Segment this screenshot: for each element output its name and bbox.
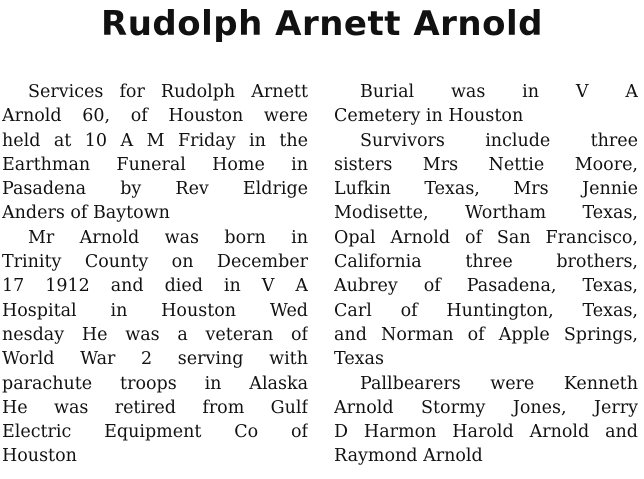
- paragraph-line: nesday He was a veteran of: [2, 324, 308, 345]
- paragraph-line: Earthman Funeral Home in: [2, 154, 308, 175]
- paragraph-line: D Harmon Harold Arnold and: [334, 422, 638, 443]
- paragraph-line: 17 1912 and died in V A: [2, 276, 308, 297]
- paragraph-line: He was retired from Gulf: [2, 397, 308, 418]
- paragraph-line: Opal Arnold of San Francisco,: [334, 227, 638, 248]
- paragraph-line: held at 10 A M Friday in the: [2, 130, 308, 151]
- paragraph-line: Lufkin Texas, Mrs Jennie: [334, 179, 638, 200]
- paragraph-line: Carl of Huntington, Texas,: [334, 300, 638, 321]
- paragraph-line: Electric Equipment Co of: [2, 422, 308, 443]
- paragraph-line: Modisette, Wortham Texas,: [334, 203, 638, 224]
- paragraph-line: Aubrey of Pasadena, Texas,: [334, 276, 638, 297]
- right-column: [334, 80, 638, 469]
- paragraph-line: Trinity County on December: [2, 252, 308, 273]
- paragraph-line: Raymond Arnold: [334, 446, 483, 467]
- paragraph-line: California three brothers,: [334, 252, 638, 273]
- obituary-headline: Rudolph Arnett Arnold: [101, 4, 543, 44]
- paragraph-line: and Norman of Apple Springs,: [334, 324, 638, 345]
- paragraph-line: sisters Mrs Nettie Moore,: [334, 154, 638, 175]
- paragraph-line: Mr Arnold was born in: [28, 227, 308, 248]
- paragraph-line: Pallbearers were Kenneth: [360, 373, 638, 394]
- paragraph-line: Anders of Baytown: [2, 203, 170, 224]
- paragraph-line: Hospital in Houston Wed: [2, 300, 308, 321]
- paragraph-line: Arnold 60, of Houston were: [2, 106, 308, 127]
- paragraph-line: Cemetery in Houston: [334, 106, 524, 127]
- paragraph-line: Services for Rudolph Arnett: [28, 82, 308, 102]
- paragraph-line: Arnold Stormy Jones, Jerry: [334, 397, 638, 418]
- paragraph-line: World War 2 serving with: [2, 349, 308, 370]
- paragraph-line: Burial was in V A: [360, 82, 638, 102]
- paragraph-line: Survivors include three: [360, 130, 638, 151]
- paragraph-line: Houston: [2, 446, 77, 467]
- left-column: [2, 80, 308, 469]
- paragraph-line: Texas: [334, 349, 384, 370]
- paragraph-line: Pasadena by Rev Eldrige: [2, 179, 308, 200]
- paragraph-line: parachute troops in Alaska: [2, 373, 308, 394]
